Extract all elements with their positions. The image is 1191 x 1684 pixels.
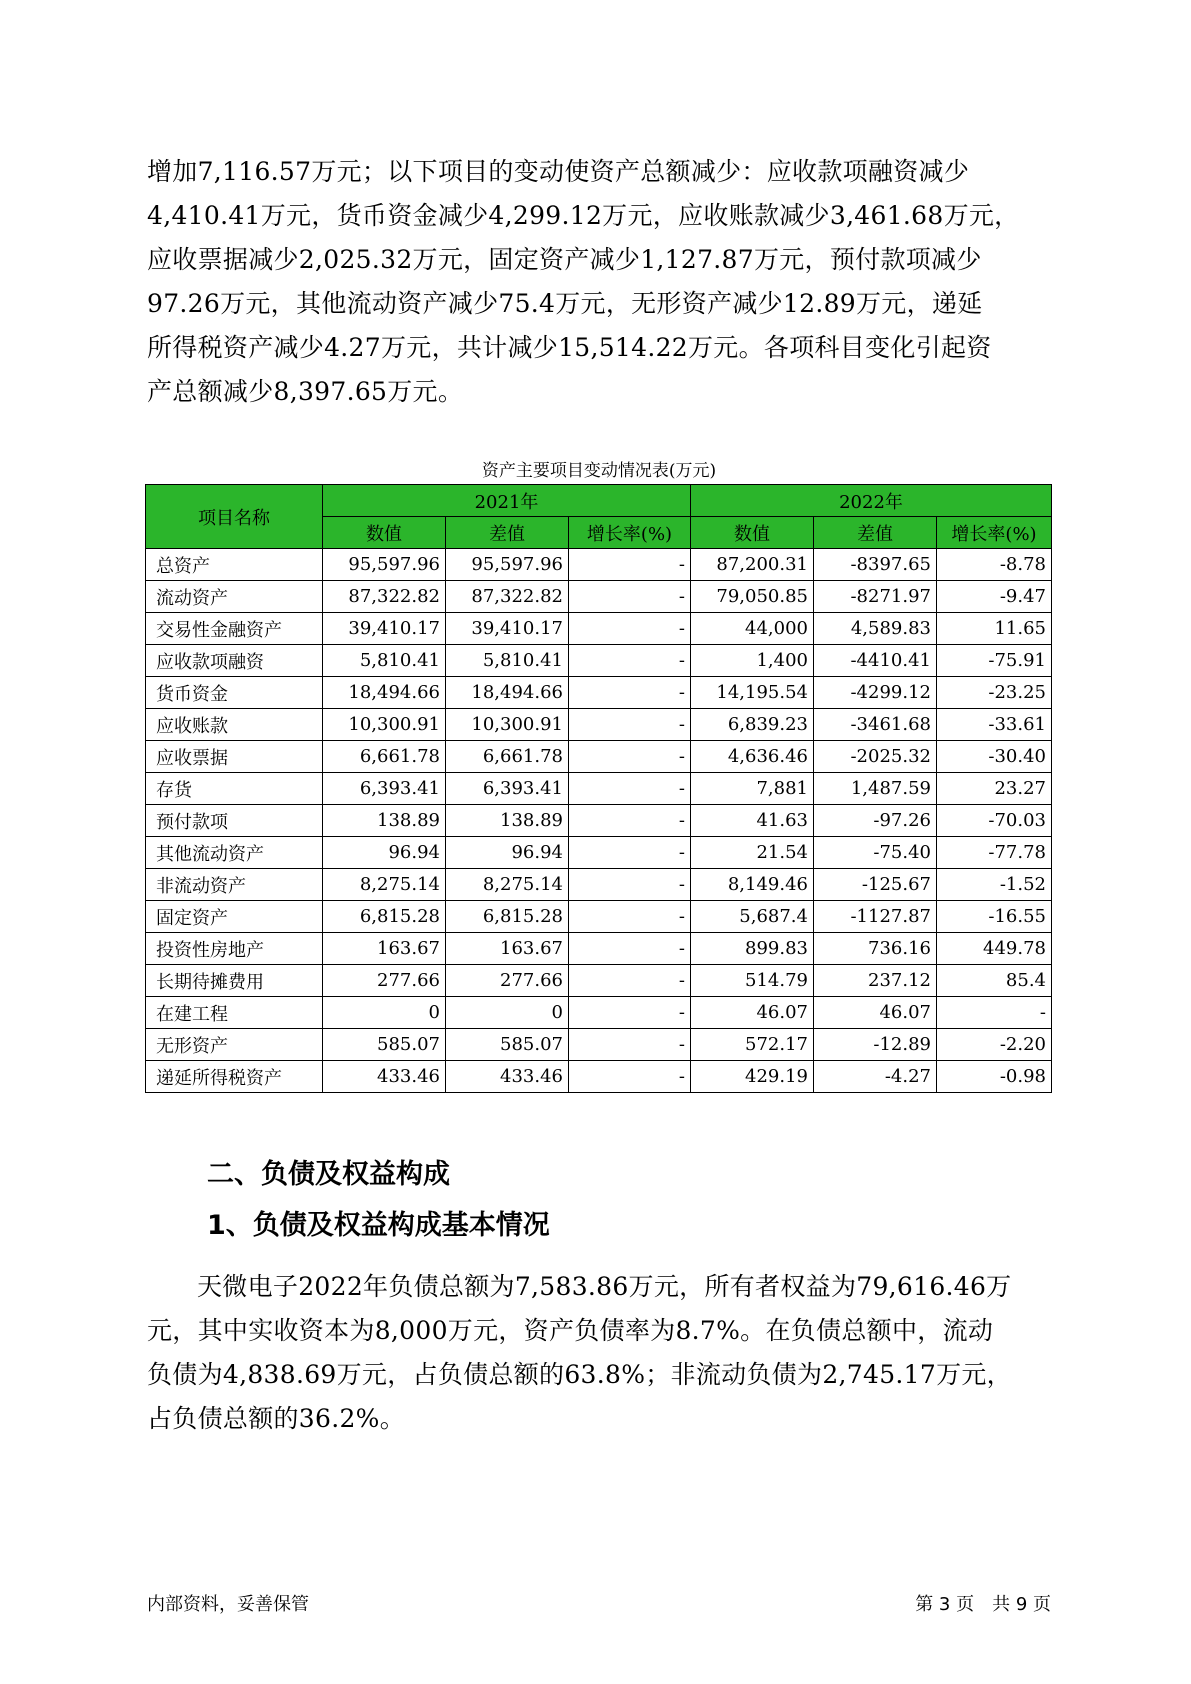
paragraph-line: 天微电子2022年负债总额为7,583.86万元，所有者权益为79,616.46万 — [197, 1272, 1012, 1301]
cell-d2: -8397.65 — [814, 549, 937, 581]
cell-g1: - — [569, 645, 691, 677]
table-row — [146, 677, 1052, 709]
cell-v1: 6,393.41 — [323, 773, 446, 805]
footer-page-number: 第 3 页 共 9 页 — [915, 1594, 1051, 1615]
table-row — [146, 965, 1052, 997]
cell-d1: 18,494.66 — [446, 677, 569, 709]
table-row — [146, 997, 1052, 1029]
paragraph-line: 产总额减少8,397.65万元。 — [147, 377, 464, 406]
cell-name: 投资性房地产 — [146, 933, 323, 965]
cell-g1: - — [569, 613, 691, 645]
paragraph-line: 97.26万元，其他流动资产减少75.4万元，无形资产减少12.89万元，递延 — [147, 289, 983, 318]
cell-g1: - — [569, 869, 691, 901]
cell-d2: -75.40 — [814, 837, 937, 869]
cell-d1: 163.67 — [446, 933, 569, 965]
cell-g2: -33.61 — [937, 709, 1052, 741]
cell-v2: 14,195.54 — [691, 677, 814, 709]
header-year-2021: 2021年 — [323, 485, 691, 517]
table-row — [146, 645, 1052, 677]
table-row — [146, 933, 1052, 965]
cell-name: 其他流动资产 — [146, 837, 323, 869]
cell-d2: 4,589.83 — [814, 613, 937, 645]
cell-v2: 8,149.46 — [691, 869, 814, 901]
cell-g2: -1.52 — [937, 869, 1052, 901]
table-row — [146, 741, 1052, 773]
cell-v2: 21.54 — [691, 837, 814, 869]
cell-g1: - — [569, 1061, 691, 1093]
header-item-name: 项目名称 — [146, 485, 323, 549]
table-row — [146, 613, 1052, 645]
cell-d2: -4299.12 — [814, 677, 937, 709]
cell-d1: 5,810.41 — [446, 645, 569, 677]
header-value-2022: 数值 — [691, 517, 814, 549]
cell-g2: -0.98 — [937, 1061, 1052, 1093]
cell-d1: 87,322.82 — [446, 581, 569, 613]
paragraph-line: 负债为4,838.69万元，占负债总额的63.8%；非流动负债为2,745.17万元， — [147, 1360, 1012, 1389]
cell-v2: 572.17 — [691, 1029, 814, 1061]
cell-v1: 138.89 — [323, 805, 446, 837]
cell-d1: 39,410.17 — [446, 613, 569, 645]
cell-v1: 39,410.17 — [323, 613, 446, 645]
table-row — [146, 837, 1052, 869]
cell-g1: - — [569, 965, 691, 997]
cell-v1: 277.66 — [323, 965, 446, 997]
cell-v2: 1,400 — [691, 645, 814, 677]
cell-d1: 433.46 — [446, 1061, 569, 1093]
subsection-heading: 1、负债及权益构成基本情况 — [207, 1210, 550, 1241]
table-row — [146, 869, 1052, 901]
cell-v1: 6,815.28 — [323, 901, 446, 933]
cell-d1: 585.07 — [446, 1029, 569, 1061]
cell-g1: - — [569, 901, 691, 933]
cell-d2: -2025.32 — [814, 741, 937, 773]
paragraph-line: 所得税资产减少4.27万元，共计减少15,514.22万元。各项科目变化引起资 — [147, 333, 992, 362]
cell-v2: 429.19 — [691, 1061, 814, 1093]
cell-name: 应收账款 — [146, 709, 323, 741]
cell-d1: 95,597.96 — [446, 549, 569, 581]
cell-v2: 87,200.31 — [691, 549, 814, 581]
cell-g1: - — [569, 933, 691, 965]
cell-name: 非流动资产 — [146, 869, 323, 901]
cell-v1: 10,300.91 — [323, 709, 446, 741]
cell-v2: 44,000 — [691, 613, 814, 645]
cell-g2: -2.20 — [937, 1029, 1052, 1061]
cell-v2: 4,636.46 — [691, 741, 814, 773]
cell-d2: 237.12 — [814, 965, 937, 997]
header-diff-2021: 差值 — [446, 517, 569, 549]
cell-v1: 18,494.66 — [323, 677, 446, 709]
cell-g2: 23.27 — [937, 773, 1052, 805]
cell-v2: 899.83 — [691, 933, 814, 965]
table-body — [146, 549, 1052, 1093]
header-value-2021: 数值 — [323, 517, 446, 549]
cell-v2: 79,050.85 — [691, 581, 814, 613]
cell-g2: - — [937, 997, 1052, 1029]
table-caption: 资产主要项目变动情况表(万元) — [481, 461, 717, 481]
cell-g1: - — [569, 997, 691, 1029]
cell-v1: 96.94 — [323, 837, 446, 869]
cell-v1: 585.07 — [323, 1029, 446, 1061]
cell-name: 应收款项融资 — [146, 645, 323, 677]
cell-g1: - — [569, 581, 691, 613]
paragraph-line: 4,410.41万元，货币资金减少4,299.12万元，应收账款减少3,461.68万元， — [147, 201, 1020, 230]
cell-v1: 163.67 — [323, 933, 446, 965]
cell-name: 固定资产 — [146, 901, 323, 933]
cell-g1: - — [569, 837, 691, 869]
cell-g2: 11.65 — [937, 613, 1052, 645]
paragraph-line: 应收票据减少2,025.32万元，固定资产减少1,127.87万元，预付款项减少 — [147, 245, 982, 274]
cell-d1: 277.66 — [446, 965, 569, 997]
table-row — [146, 1061, 1052, 1093]
cell-v2: 46.07 — [691, 997, 814, 1029]
cell-d2: -1127.87 — [814, 901, 937, 933]
cell-v1: 87,322.82 — [323, 581, 446, 613]
cell-name: 交易性金融资产 — [146, 613, 323, 645]
cell-d2: -4.27 — [814, 1061, 937, 1093]
cell-d1: 6,815.28 — [446, 901, 569, 933]
cell-d1: 6,393.41 — [446, 773, 569, 805]
cell-g2: -77.78 — [937, 837, 1052, 869]
table-row — [146, 773, 1052, 805]
table-row — [146, 549, 1052, 581]
cell-v2: 6,839.23 — [691, 709, 814, 741]
footer-confidential: 内部资料，妥善保管 — [147, 1594, 309, 1615]
table-row — [146, 581, 1052, 613]
cell-d2: -12.89 — [814, 1029, 937, 1061]
cell-d2: -3461.68 — [814, 709, 937, 741]
paragraph-line: 元，其中实收资本为8,000万元，资产负债率为8.7%。在负债总额中，流动 — [147, 1316, 994, 1345]
table-row — [146, 805, 1052, 837]
cell-v1: 8,275.14 — [323, 869, 446, 901]
cell-g1: - — [569, 805, 691, 837]
cell-d2: 46.07 — [814, 997, 937, 1029]
cell-v1: 95,597.96 — [323, 549, 446, 581]
cell-g1: - — [569, 549, 691, 581]
cell-d1: 138.89 — [446, 805, 569, 837]
liability-paragraph — [147, 1265, 1047, 1441]
cell-g2: -30.40 — [937, 741, 1052, 773]
paragraph-line: 增加7,116.57万元；以下项目的变动使资产总额减少：应收款项融资减少 — [147, 157, 970, 186]
cell-v1: 6,661.78 — [323, 741, 446, 773]
cell-g1: - — [569, 1029, 691, 1061]
header-growth-2022: 增长率(%) — [937, 517, 1052, 549]
cell-name: 存货 — [146, 773, 323, 805]
cell-d2: -97.26 — [814, 805, 937, 837]
intro-paragraph — [147, 150, 1047, 414]
cell-d2: 1,487.59 — [814, 773, 937, 805]
cell-name: 在建工程 — [146, 997, 323, 1029]
asset-change-table — [145, 484, 1052, 1093]
cell-g1: - — [569, 741, 691, 773]
cell-g2: -23.25 — [937, 677, 1052, 709]
cell-d1: 96.94 — [446, 837, 569, 869]
cell-g1: - — [569, 709, 691, 741]
cell-d1: 0 — [446, 997, 569, 1029]
cell-v2: 41.63 — [691, 805, 814, 837]
header-year-2022: 2022年 — [691, 485, 1052, 517]
cell-g2: 85.4 — [937, 965, 1052, 997]
cell-d1: 8,275.14 — [446, 869, 569, 901]
cell-g2: -9.47 — [937, 581, 1052, 613]
cell-name: 长期待摊费用 — [146, 965, 323, 997]
section-heading: 二、负债及权益构成 — [207, 1159, 450, 1190]
cell-v2: 5,687.4 — [691, 901, 814, 933]
cell-g1: - — [569, 773, 691, 805]
cell-g1: - — [569, 677, 691, 709]
cell-d2: -4410.41 — [814, 645, 937, 677]
cell-name: 预付款项 — [146, 805, 323, 837]
cell-name: 总资产 — [146, 549, 323, 581]
cell-g2: -75.91 — [937, 645, 1052, 677]
cell-v2: 7,881 — [691, 773, 814, 805]
header-growth-2021: 增长率(%) — [569, 517, 691, 549]
table-row — [146, 901, 1052, 933]
table-row — [146, 1029, 1052, 1061]
cell-v1: 433.46 — [323, 1061, 446, 1093]
cell-name: 货币资金 — [146, 677, 323, 709]
cell-g2: -16.55 — [937, 901, 1052, 933]
cell-v2: 514.79 — [691, 965, 814, 997]
cell-d2: 736.16 — [814, 933, 937, 965]
header-diff-2022: 差值 — [814, 517, 937, 549]
cell-v1: 5,810.41 — [323, 645, 446, 677]
cell-name: 无形资产 — [146, 1029, 323, 1061]
cell-g2: -70.03 — [937, 805, 1052, 837]
cell-d1: 10,300.91 — [446, 709, 569, 741]
cell-name: 流动资产 — [146, 581, 323, 613]
paragraph-line: 占负债总额的36.2%。 — [147, 1404, 406, 1433]
cell-d2: -125.67 — [814, 869, 937, 901]
cell-v1: 0 — [323, 997, 446, 1029]
cell-g2: 449.78 — [937, 933, 1052, 965]
cell-g2: -8.78 — [937, 549, 1052, 581]
cell-d2: -8271.97 — [814, 581, 937, 613]
table-row — [146, 709, 1052, 741]
cell-d1: 6,661.78 — [446, 741, 569, 773]
cell-name: 应收票据 — [146, 741, 323, 773]
cell-name: 递延所得税资产 — [146, 1061, 323, 1093]
